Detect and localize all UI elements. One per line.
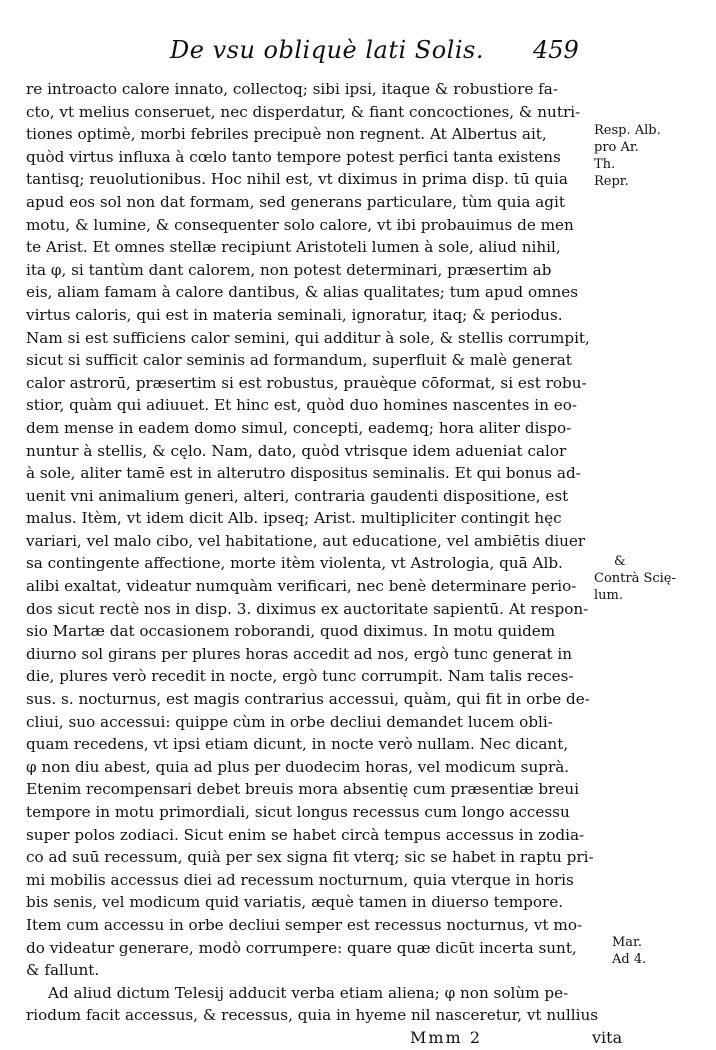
text-line: à sole, aliter tamē est in alterutro dispositus seminalis. Et qui bonus ad- — [26, 464, 581, 483]
text-line: φ non diu abest, quia ad plus per duodecim horas, vel modicum suprà. — [26, 757, 570, 776]
text-line: variari, vel malo cibo, vel habitatione, aut educatione, vel ambiētis diuer — [26, 531, 586, 550]
margin-note-line: & — [614, 554, 626, 569]
text-line: super polos zodiaci. Sicut enim se habet circà tempus accessus in zodia- — [26, 825, 585, 844]
text-line: co ad suū recessum, quià per sex signa fit vterq; sic se habet in raptu pri- — [26, 848, 594, 867]
margin-note-line: pro Ar. — [594, 140, 639, 155]
text-line: te Arist. Et omnes stellæ recipiunt Aristoteli lumen à sole, aliud nihil, — [26, 238, 561, 257]
text-line: quòd virtus influxa à cœlo tanto tempore potest perfici tanta existens — [26, 147, 561, 166]
text-line: nuntur à stellis, & cęlo. Nam, dato, quòd vtrisque idem adueniat calor — [26, 441, 567, 460]
text-line: do videatur generare, modò corrumpere: quare quæ dicūt incerta sunt, — [26, 938, 577, 957]
margin-note-line: Th. — [594, 157, 616, 172]
margin-note-line: Repr. — [594, 174, 629, 189]
text-line: malus. Itèm, vt idem dicit Alb. ipseq; Arist. multipliciter contingit hęc — [26, 509, 562, 528]
text-line: quam recedens, vt ipsi etiam dicunt, in nocte verò nullam. Nec dicant, — [26, 735, 569, 754]
text-line: Item cum accessu in orbe decliui semper est recessus nocturnus, vt mo- — [26, 915, 583, 934]
text-line: tempore in motu primordiali, sicut longus recessus cum longo accessu — [26, 803, 570, 821]
text-line: Etenim recompensari debet breuis mora absentię cum præsentiæ breui — [26, 780, 580, 799]
margin-note-line: Mar. — [612, 935, 642, 950]
margin-note-contra-scielum — [594, 553, 698, 604]
text-line: alibi exaltat, videatur numquàm verificari, nec benè determinare perio- — [26, 577, 577, 596]
margin-note-line: Contrà Scię- — [594, 571, 676, 586]
text-line: sus. s. nocturnus, est magis contrarius accessui, quàm, qui fit in orbe de- — [26, 690, 590, 709]
text-line: ita φ, si tantùm dant calorem, non potest determinari, præsertim ab — [26, 260, 552, 279]
text-line: cto, vt melius conseruet, nec disperdatur, & fiant concoctiones, & nutri- — [26, 102, 581, 121]
margin-note-resp-alb — [594, 122, 698, 190]
margin-note-mar-ad4 — [612, 934, 716, 968]
margin-note-line: Ad 4. — [612, 952, 647, 967]
text-line: & fallunt. — [26, 961, 100, 980]
text-line: uenit vni animalium generi, alteri, contraria gaudenti dispositione, est — [26, 486, 569, 505]
text-line: virtus caloris, qui est in materia seminali, ignoratur, itaq; & periodus. — [26, 305, 563, 324]
text-line: diurno sol girans per plures horas accedit ad nos, ergò tunc generat in — [26, 644, 573, 663]
page-number: 459 — [533, 36, 579, 64]
text-line: tantisq; reuolutionibus. Hoc nihil est, vt diximus in prima disp. tū quia — [26, 170, 568, 189]
text-line: calor astrorū, præsertim si est robustus, prauèque cōformat, si est robu- — [26, 373, 587, 392]
margin-note-line: lum. — [594, 588, 623, 603]
text-line: cliui, suo accessui: quippe cùm in orbe decliui demandet lucem obli- — [26, 712, 553, 731]
text-line: tiones optimè, morbi febriles precipuè non regnent. At Albertus ait, — [26, 125, 547, 144]
signature-mark: Mmm 2 — [410, 1027, 482, 1047]
catchword-line — [26, 1027, 623, 1050]
text-line: Ad aliud dictum Telesij adducit verba etiam aliena; φ non solùm pe- — [48, 983, 569, 1002]
text-line: sicut si sufficit calor seminis ad formandum, superfluit & malè generat — [26, 351, 572, 370]
text-line: re introacto calore innato, collectoq; sibi ipsi, itaque & robustiore fa- — [26, 80, 558, 98]
text-line: sio Martæ dat occasionem roborandi, quod diximus. In motu quidem — [26, 622, 556, 641]
text-line: riodum facit accessus, & recessus, quia in hyeme nil nasceretur, vt nullius — [26, 1006, 599, 1025]
text-line: motu, & lumine, & consequenter solo calore, vt ibi probauimus de men — [26, 215, 574, 234]
text-line: sa contingente affectione, morte itèm violenta, vt Astrologia, quā Alb. — [26, 554, 563, 573]
text-line: eis, aliam famam à calore dantibus, & alias qualitates; tum apud omnes — [26, 283, 579, 302]
text-line: stior, quàm qui adiuuet. Et hinc est, quòd duo homines nascentes in eo- — [26, 396, 577, 415]
text-line: dem mense in eadem domo simul, concepti, eademq; hora aliter dispo- — [26, 418, 572, 437]
page-header — [0, 36, 700, 76]
running-title: De vsu obliquè lati Solis. — [170, 36, 484, 64]
text-line: dos sicut rectè nos in disp. 3. diximus ex auctoritate sapientū. At respon- — [26, 599, 589, 618]
text-line: Nam si est sufficiens calor semini, qui additur à sole, & stellis corrumpit, — [26, 328, 590, 347]
text-line: mi mobilis accessus diei ad recessum nocturnum, quia vterque in horis — [26, 870, 574, 889]
text-line: die, plures verò recedit in nocte, ergò tunc corrumpit. Nam talis reces- — [26, 667, 574, 686]
text-line: apud eos sol non dat formam, sed generans particulare, tùm quia agit — [26, 192, 565, 211]
margin-note-line: Resp. Alb. — [594, 123, 661, 138]
text-line: bis senis, vel modicum quid variatis, æquè tamen in diuerso tempore. — [26, 893, 564, 912]
catchword: vita — [592, 1027, 623, 1047]
